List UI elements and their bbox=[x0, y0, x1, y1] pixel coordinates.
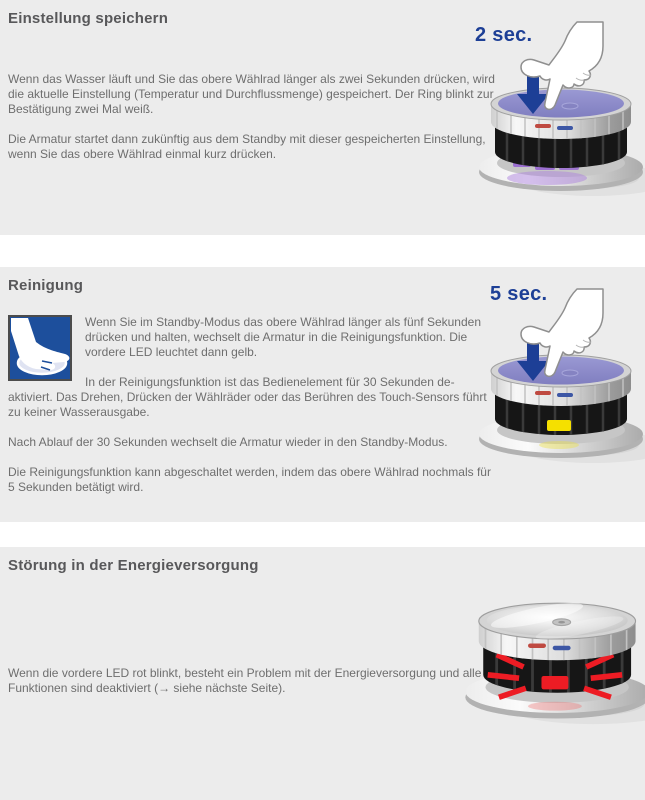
knob-error-illustration bbox=[435, 559, 645, 769]
section-reinigung bbox=[0, 267, 645, 522]
paragraph: Die Armatur startet dann zukünftig aus dem Standby mit dieser gespeicherten Einstellung, wenn Sie das obere Wählrad einmal kurz drücken. bbox=[8, 132, 486, 161]
led-glow bbox=[539, 441, 579, 449]
dial-center-dot bbox=[562, 370, 578, 376]
paragraph: Nach Ablauf der 30 Sekunden wechselt die Armatur wieder in den Standby-Modus. bbox=[8, 435, 448, 449]
knob-press-illustration bbox=[435, 16, 645, 221]
paragraph: Wenn die vordere LED rot blinkt, besteht ein Problem mit der Energieversorgung und alle Funktionen sind deaktiviert (→ siehe nächste Seite). bbox=[8, 666, 482, 695]
hot-mark bbox=[535, 391, 551, 395]
section-einstellung-speichern bbox=[0, 0, 645, 235]
cold-mark bbox=[553, 646, 571, 650]
duration-label: 2 sec. bbox=[475, 24, 533, 46]
paragraph: Die Reinigungsfunktion kann abgeschaltet werden, indem das obere Wählrad nochmals für 5 Sekunden betätigt wird. bbox=[8, 465, 491, 494]
section-title: Einstellung speichern bbox=[8, 10, 169, 27]
hot-mark bbox=[535, 124, 551, 128]
illustration-power-failure bbox=[435, 559, 645, 769]
hot-mark bbox=[528, 643, 546, 647]
section-energiestoerung bbox=[0, 547, 645, 800]
dial-center-dot-inner bbox=[558, 621, 565, 624]
section-title: Reinigung bbox=[8, 277, 84, 294]
knob-press-illustration bbox=[435, 283, 645, 488]
led-yellow bbox=[547, 420, 571, 431]
duration-label: 5 sec. bbox=[490, 283, 548, 305]
illustration-cleaning-mode bbox=[435, 283, 645, 488]
cold-mark bbox=[557, 126, 573, 130]
cleaning-hand-icon bbox=[8, 315, 72, 381]
led-glow bbox=[528, 702, 582, 711]
paragraph: Wenn Sie im Standby-Modus das obere Wählrad länger als fünf Sekunden drücken und halten, wechselt die Armatur in die Reinigungsfunktion. Die vordere LED leuchtet dann gelb. bbox=[85, 315, 482, 359]
illustration-save-setting bbox=[435, 16, 645, 221]
dial-top bbox=[498, 90, 624, 118]
paragraph: In der Reinigungsfunktion ist das Bedienelement für 30 Sekunden deaktiviert. Das Drehen, Drücken der Wählräder oder das Berühren des Touch-Sensors führt zu keiner Wasserausgabe. bbox=[8, 375, 487, 419]
paragraph: Wenn das Wasser läuft und Sie das obere Wählrad länger als zwei Sekunden drücken, wird die aktuelle Einstellung (Temperatur und Durchflussmenge) gespeichert. Der Ring blinkt zur Bestätigung zwei Mal weiß. bbox=[8, 72, 495, 116]
section-body bbox=[8, 315, 494, 510]
section-title: Störung in der Energieversorgung bbox=[8, 557, 259, 574]
dial-center-dot bbox=[562, 103, 578, 109]
section-body bbox=[8, 666, 500, 711]
cold-mark bbox=[557, 393, 573, 397]
dial-top bbox=[498, 357, 624, 385]
led-glow bbox=[507, 171, 587, 185]
section-body bbox=[8, 72, 500, 177]
